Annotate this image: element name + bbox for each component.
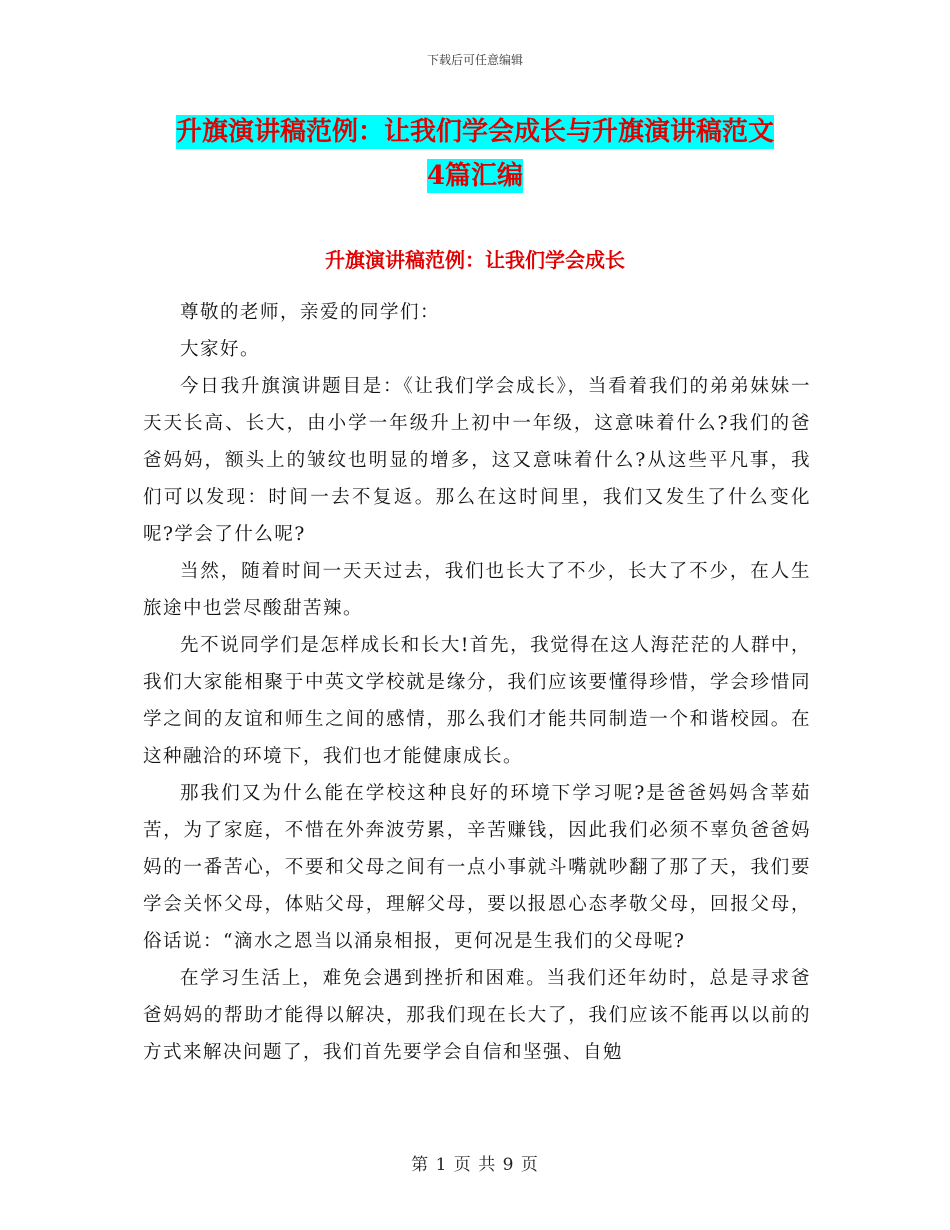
paragraph: 那我们又为什么能在学校这种良好的环境下学习呢?是爸爸妈妈含莘茹苦，为了家庭，不惜在外奔波劳累，辛苦赚钱，因此我们必须不辜负爸爸妈妈的一番苦心，不要和父母之间有一点小事就斗嘴就吵翻了那了天，我们要学会关怀父母，体贴父母，理解父母，要以报恩心态孝敬父母，回报父母，俗话说：“滴水之恩当以涌泉相报，更何况是生我们的父母呢? <box>143 783 811 952</box>
title-line-1: 升旗演讲稿范例：让我们学会成长与升旗演讲稿范文 <box>175 117 774 147</box>
page-number: 第 1 页 共 9 页 <box>411 1155 539 1175</box>
paragraph: 先不说同学们是怎样成长和长大!首先，我觉得在这人海茫茫的人群中，我们大家能相聚于中英文学校就是缘分，我们应该要懂得珍惜，学会珍惜同学之间的友谊和师生之间的感情，那么我们才能共同制造一个和谐校园。在这种融洽的环境下，我们也才能健康成长。 <box>143 635 811 767</box>
title-line-2: 4篇汇编 <box>426 161 524 191</box>
page-header-note: 下载后可任意编辑 <box>426 53 523 67</box>
section-title: 升旗演讲稿范例：让我们学会成长 <box>325 248 625 272</box>
paragraph-greeting: 大家好。 <box>180 339 261 360</box>
paragraph: 在学习生活上，难免会遇到挫折和困难。当我们还年幼时，总是寻求爸爸妈妈的帮助才能得以解决，那我们现在长大了，我们应该不能再以以前的方式来解决问题了，我们首先要学会自信和坚强、自勉 <box>143 968 811 1063</box>
document-title <box>130 110 820 198</box>
paragraph-salutation: 尊敬的老师，亲爱的同学们： <box>180 302 441 323</box>
paragraph: 今日我升旗演讲题目是：《让我们学会成长》，当看着我们的弟弟妹妹一天天长高、长大，由小学一年级升上初中一年级，这意味着什么?我们的爸爸妈妈，额头上的皱纹也明显的增多，这又意味着什么?从这些平凡事，我们可以发现：时间一去不复返。那么在这时间里，我们又发生了什么变化呢?学会了什么呢? <box>143 376 811 545</box>
document-body <box>143 294 811 1071</box>
paragraph: 当然，随着时间一天天过去，我们也长大了不少，长大了不少，在人生旅途中也尝尽酸甜苦辣。 <box>143 561 811 619</box>
